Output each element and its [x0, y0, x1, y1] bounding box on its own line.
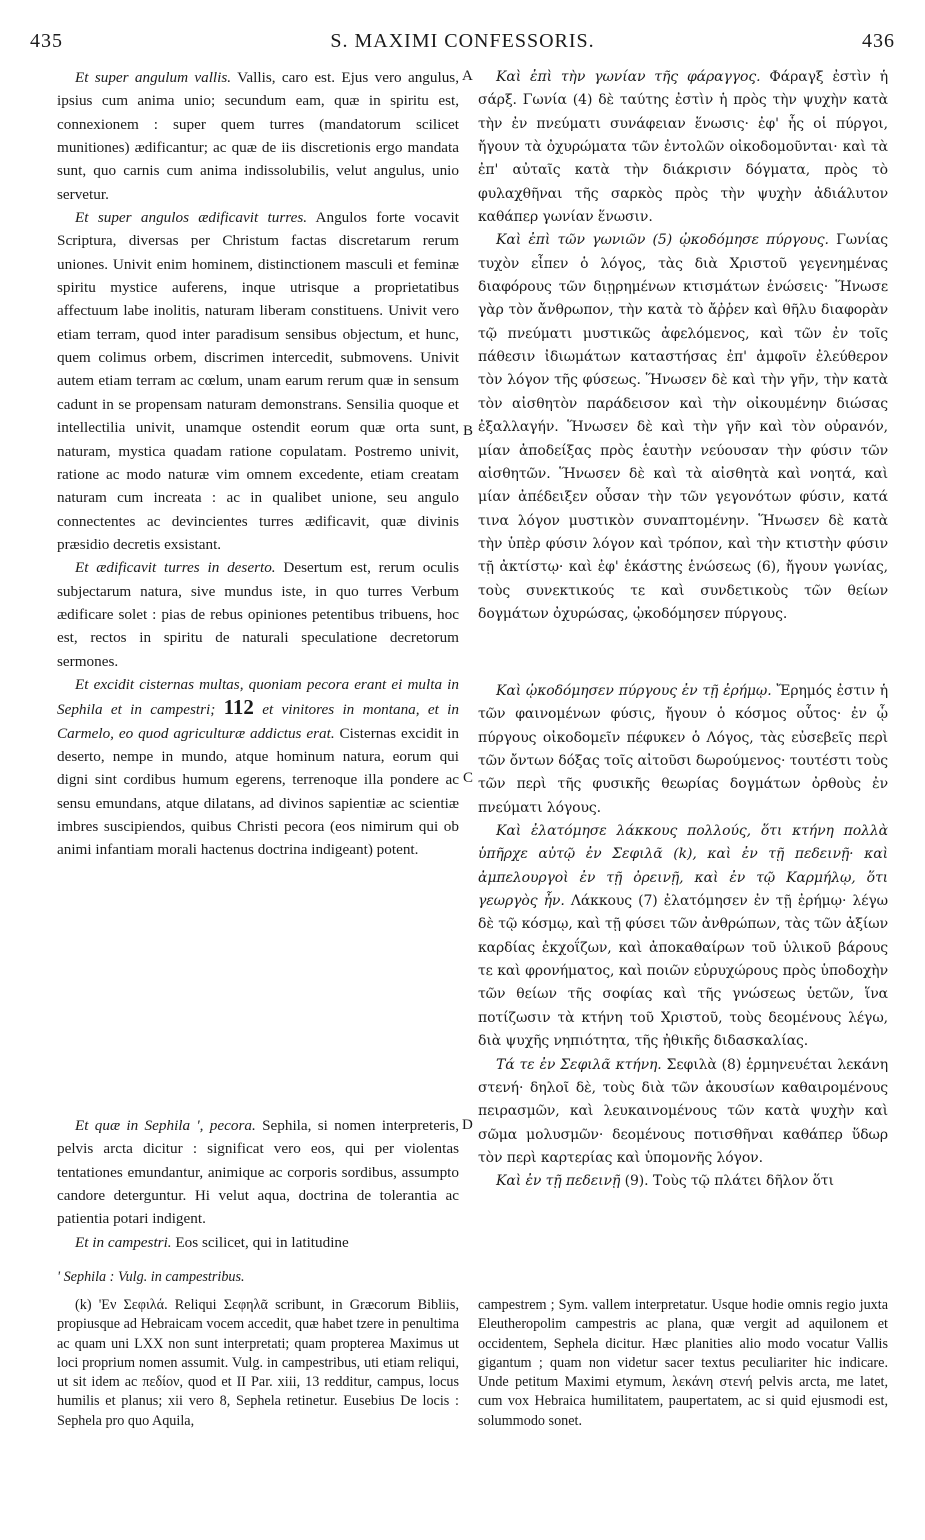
lemma: Καὶ ἐπὶ τῶν γωνιῶν (5) ᾠκοδόμησε πύργους. — [496, 232, 829, 249]
greek-paragraph — [478, 1054, 888, 1171]
commentary: Angulos forte vocavit Scriptura, diversas per Christum factas discretarum rerum uniones. Univit enim hominem, distinctionem masculi et feminæ spiritu mystice auferens, inque utrisque a proprietatibus affectuum labe inolitis, naturam liberam constituens. Univit vero etiam terram, quod inter paradisum sensibus objectum, et hunc, quem colimus orbem, discrimen intercedit, submovens. Univit autem etiam terram ac cœlum, unam earum rerum quæ in sensum cadunt in se propensam naturam demonstrans. Sensilia quoque et intellectilia univit, unamque ostendit eorum quæ orta sunt, naturam, mystica quadam ratione copulatam. Postremo univit, ratione ac modo naturæ vim omnem excedente, etiam creatam naturam cum increata : ac in qualibet unione, seu angulo connectentes ac devincientes turres ædificavit, quæ divinis præsidio decretis exsistant. — [57, 209, 459, 553]
margin-letter-d: D — [462, 1117, 473, 1133]
greek-column-middle — [478, 680, 888, 1194]
page-number-left: 435 — [30, 30, 63, 52]
footnote-variant — [57, 1268, 459, 1287]
greek-paragraph — [478, 1170, 888, 1193]
greek-paragraph — [478, 229, 888, 626]
lemma: Καὶ ἐν τῇ πεδεινῇ — [496, 1173, 621, 1190]
commentary: Σεφιλὰ (8) ἑρμηνευέται λεκάνη στενή· δηλοῖ δὲ, τοὺς διὰ τῶν ἀκουσίων καθαιρομένους πειρασμῶν, καὶ λευκαινομένους τῶν κατὰ ψυχὴν καὶ σῶμα μολυσμῶν· δεομένους ποτισθῆναι καθάπερ ὕδωρ τὸν περὶ καρτερίας καὶ ὑπομονῆς λόγον. — [478, 1056, 888, 1166]
lemma: Et excidit cisternas multas, quoniam pecora erant ei multa in Sephila et in campestri; — [57, 675, 459, 719]
footnote-k-right — [478, 1296, 888, 1431]
lemma: Καὶ ἐπὶ τὴν γωνίαν τῆς φάραγγος. — [496, 69, 761, 85]
latin-paragraph — [57, 66, 459, 206]
margin-letter-c: C — [463, 770, 474, 786]
latin-paragraph — [57, 1114, 459, 1231]
latin-paragraph — [57, 556, 459, 673]
commentary: Φάραγξ ἐστὶν ἡ σάρξ. Γωνία (4) δὲ ταύτης ἐστὶν ἡ πρὸς τὴν ψυχὴν κατὰ τὴν ἐν πνεύματι συνάφειαν ἕνωσις· ἐφ' ἧς οἱ πύργοι, ἤγουν τὰ ὀχυρώματα τῶν ἐντολῶν οἰκοδομοῦνται· καὶ τὰ ἐπ' αὐταῖς κατὰ τὴν διάκρισιν δόγματα, πρὸς τὸ φυλαχθῆναι τῆς σαρκὸς πρὸς τὴν ψυχὴν ἀδιάλυτον καθάπερ γωνίαν ἕνωσιν. — [478, 69, 888, 226]
commentary: Cisternas excidit in deserto, nempe in mundo, atque hominum natura, eorum qui digni sint cordibus humum egerens, terrenoque illa pondere ac sensu emundans, atque dilatans, ad divinos sapientiæ ac scientiæ imbres suscipiendos, quibus Christi pecora (eos nimirum qui ob animi infantiam morali hactenus doctrina indigeant) potent. — [57, 724, 459, 859]
lemma: Et in campestri. — [75, 1233, 172, 1251]
lemma: Τά τε ἐν Σεφιλᾶ κτήνη. — [496, 1056, 662, 1073]
footnote-star: ' Sephila : Vulg. in campestribus. — [57, 1269, 245, 1285]
lemma: Καὶ ᾠκοδόμησεν πύργους ἐν τῇ ἐρήμῳ. — [496, 683, 772, 699]
lemma: Et super angulum vallis. — [75, 69, 232, 86]
running-header — [30, 30, 895, 60]
greek-paragraph — [478, 66, 888, 229]
lemma-continued: et vinitores in montana, et in Carmelo, eo quod agriculturæ addictus erat. — [57, 701, 459, 742]
footnote-k-left — [57, 1296, 459, 1431]
column-number: 112 — [223, 695, 254, 720]
lemma: Et quæ in Sephila ', pecora. — [75, 1117, 256, 1134]
latin-column — [57, 66, 459, 862]
page-number-right: 436 — [862, 30, 895, 52]
latin-paragraph — [57, 673, 459, 862]
latin-column-lower — [57, 1114, 459, 1254]
commentary: (9). Τοὺς τῷ πλάτει δῆλον ὅτι — [620, 1173, 834, 1190]
running-title: S. MAXIMI CONFESSORIS. — [330, 30, 595, 52]
commentary: Λάκκους (7) ἐλατόμησεν ἐν τῇ ἐρήμῳ· λέγω δὲ τῷ κόσμῳ, καὶ τῇ φύσει τῶν ἀνθρώπων, τὰς τῶν ἀξίων καρδίας ἐκχοΐζων, καὶ ἀποκαθαίρων τοῦ ὑλικοῦ βάρους τε καὶ φρονήματος, καὶ ποιῶν εὐρυχώρους πρὸς ὑποδοχὴν τῶν θείων τῆς σοφίας καὶ τῆς γνώσεως ὑετῶν, ἵνα ποτίζωσιν τὰ κτήνη τοῦ Χριστοῦ, τοὺς δεομένους λέγω, διὰ ψυχῆς νηπιότητα, τῆς ἠθικῆς διδασκαλίας. — [478, 893, 888, 1050]
commentary: Ἔρημός ἐστιν ἡ τῶν φαινομένων φύσις, ἤγουν ὁ κόσμος οὗτος· ἐν ᾧ πύργους οἰκοδομεῖν πέφυκεν ὁ Λόγος, τὰς εὐσεβεῖς περὶ τῶν ὄντων δόξας τοῖς αἰτοῦσι δωρούμενος· τουτέστι τοὺς τῶν περὶ τῆς φυσικῆς θεωρίας δογμάτων ὀρθοὺς ἐν πνεύματι λόγους. — [478, 683, 889, 816]
lemma: Et super angulos ædificavit turres. — [75, 209, 308, 227]
greek-paragraph — [478, 820, 888, 1053]
commentary: Sephila, si nomen interpreteris, pelvis arcta dicitur : significat vero eos, qui per violentas tentationes emundantur, animique ac corporis sordibus, assumpto candore deterguntur. Hi velut aqua, doctrina de tolerantia ac patientia potari indigent. — [57, 1117, 459, 1228]
latin-paragraph — [57, 206, 459, 556]
greek-paragraph — [478, 680, 888, 820]
lemma: Et ædificavit turres in deserto. — [75, 559, 276, 577]
commentary: Eos scilicet, qui in latitudine — [171, 1233, 349, 1251]
margin-letter-b: B — [463, 423, 474, 439]
greek-column — [478, 66, 888, 626]
lemma: Καὶ ἐλατόμησε λάκκους πολλούς, ὅτι κτήνη πολλὰ ὑπῆρχε αὐτῷ ἐν Σεφιλᾶ (k), καὶ ἐν τῇ πεδεινῇ· καὶ ἀμπελουργοὶ ἐν τῇ ὀρεινῇ, καὶ ἐν τῷ Καρμήλῳ, ὅτι γεωργὸς ἦν. — [478, 823, 888, 910]
footnote-k-text: (k) 'Εν Σεφιλά. Reliqui Σεφηλᾶ scribunt, in Græcorum Bibliis, propiusque ad Hebraicam vocem accedit, quæ habet tzere in penultima ac quam uni LXX non sunt interpretati; quam propterea Maximus ut loci proprium nomen assumit. Vulg. in campestribus, uti etiam reliqui, ut sit idem ac πεδίον, quod et II Par. xiii, 13 redditur, campus, locus humilis et planus; xii vero 8, Sephela retinetur. Eusebius De locis : Sephela pro quo Aquila, — [57, 1297, 459, 1429]
commentary: Vallis, caro est. Ejus vero angulus, ipsius cum anima unio; secundum eam, quæ in spiritu est, connexionem : super quem turres (mandatorum scilicet munitiones) ædificantur; ac quæ de iis discretionis ergo mandata sunt, quo carnis cum anima indissolubilis, velut angulus, unio servetur. — [57, 69, 459, 203]
latin-paragraph — [57, 1231, 459, 1254]
footnote-k-continued: campestrem ; Sym. vallem interpretatur. Usque hodie omnis regio juxta Eleutheropolim campestris ac plana, quæ vergit ad aquilonem et occidentem, Sephela dicitur. Hæc planities alio modo vocatur Vallis gigantum ; quam non videtur sacer textus peculiariter hic indicare. Unde petitum Maximi etymum, λεκάνη στενή pelvis arcta, me latet, cum vox Hebraica humilitatem, paupertatem, ac si quid ejusmodi est, solummodo sonet. — [478, 1297, 888, 1429]
commentary: Γωνίας τυχὸν εἶπεν ὁ λόγος, τὰς διὰ Χριστοῦ γεγενημένας διαφόρους τῶν διῃρημένων κτισμάτων ἑνώσεις· Ἥνωσε γὰρ τὸν ἄνθρωπον, τὴν κατὰ τὸ ἄῤῥεν καὶ θῆλυ διαφορὰν τῷ πνεύματι μυστικῶς ἀφελόμενος, καὶ τῶν ἐν τοῖς πάθεσιν ἰδιωμάτων καταστήσας ἐπ' ἀμφοῖν ἐλεύθερον τὸν λόγον τῆς φύσεως. Ἥνωσεν δὲ καὶ τὴν γῆν, τὴν κατὰ τὸν αἰσθητὸν παράδεισον καὶ τὴν οἰκουμένην διώσας ἐξαλλαγήν. Ἥνωσεν δὲ καὶ τὴν γῆν καὶ τὸν οὐρανόν, μίαν ἀποδείξας πρὸς ἑαυτὴν νεύουσαν τὴν φύσιν τῶν αἰσθητῶν. Ἥνωσεν δὲ καὶ τὰ αἰσθητὰ καὶ νοητά, καὶ μίαν ἀπέδειξεν οὖσαν τὴν τῶν γεγονότων φύσιν, κατά τινα λόγον μυστικὸν συναπτομένην. Ἥνωσεν δὲ κατὰ τὴν ὑπὲρ φύσιν λόγον καὶ τρόπον, καὶ τὴν κτιστὴν φύσιν τῇ ἀκτίστῳ· καὶ ἐφ' ἑκάστης ἑνώσεως (6), ἤγουν γωνίας, τοὺς συνεκτικούς τε καὶ συνδετικοὺς τῶν θείων δογμάτων ὀχυρώσας, ᾠκοδόμησεν πύργους. — [478, 232, 888, 622]
commentary: Desertum est, rerum oculis subjectarum natura, sive mundus iste, in quo turres Verbum ædificare solet : pias de rebus opiniones petentibus tribuens, hoc est, rectos in spiritu de naturali speculatione decretorum sermones. — [57, 559, 459, 670]
margin-letter-a: A — [462, 68, 473, 84]
